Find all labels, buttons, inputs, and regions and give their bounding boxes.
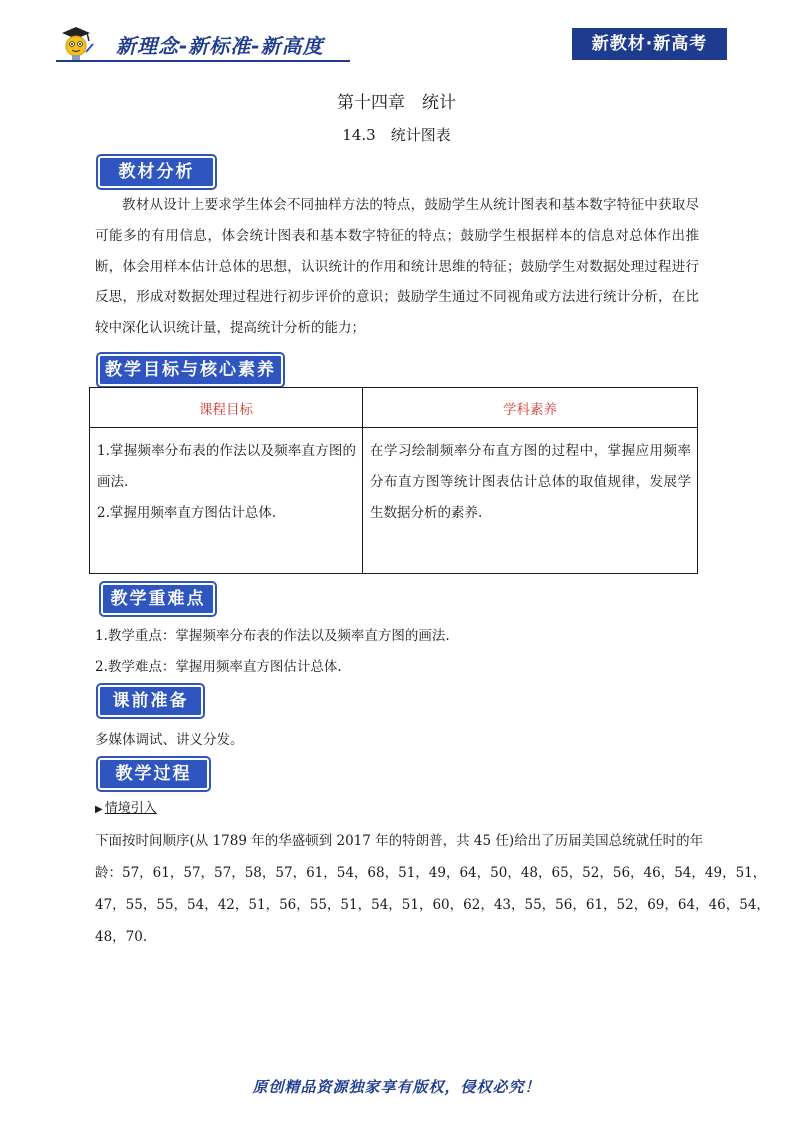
process-line-4: 48，70.	[95, 929, 148, 945]
goals-table	[89, 387, 698, 574]
process-line-3: 47，55，55，54，42，51，56，55，51，54，51，60，62，43，55，56，61，52，69，64，46，54，	[95, 897, 770, 913]
section-title: 14.3 统计图表	[342, 126, 451, 144]
chapter-title: 第十四章 统计	[337, 93, 456, 113]
preparation-text: 多媒体调试、讲义分发。	[95, 732, 244, 748]
section-label-process: 教学过程	[98, 758, 209, 790]
graduate-lightbulb-icon	[56, 24, 96, 64]
intro-label: 情境引入	[104, 801, 157, 816]
footer-copyright: 原创精品资源独家享有版权，侵权必究！	[252, 1078, 541, 1096]
course-goal-2: 2.掌握用频率直方图估计总体.	[97, 505, 277, 521]
section-label-analysis: 教材分析	[98, 156, 215, 188]
section-label-key-points: 教学重难点	[101, 583, 215, 615]
intro-marker	[95, 797, 157, 816]
header-underline	[56, 60, 350, 62]
course-goals-cell	[90, 428, 363, 574]
header-slogan: 新理念-新标准-新高度	[116, 34, 324, 58]
process-line-2: 龄：57，61，57，57，58，57，61，54，68，51，49，64，50，48，65，52，56，46，54，49，51，	[95, 865, 767, 881]
key-point-1: 1.教学重点：掌握频率分布表的作法以及频率直方图的画法.	[95, 628, 450, 644]
literacy-text: 在学习绘制频率分布直方图的过程中，掌握应用频率分布直方图等统计图表估计总体的取值规律，发展学生数据分析的素养.	[370, 443, 691, 521]
course-goal-1: 1.掌握频率分布表的作法以及频率直方图的画法.	[97, 443, 356, 490]
table-header-literacy: 学科素养	[363, 388, 698, 428]
table-header-course-goals: 课程目标	[90, 388, 363, 428]
section-label-preparation: 课前准备	[98, 685, 203, 717]
key-point-2: 2.教学难点：掌握用频率直方图估计总体.	[95, 659, 342, 675]
analysis-paragraph: 教材从设计上要求学生体会不同抽样方法的特点，鼓励学生从统计图表和基本数字特征中获取尽可能多的有用信息，体会统计图表和基本数字特征的特点；鼓励学生根据样本的信息对总体作出推断，体会用样本估计总体的思想，认识统计的作用和统计思维的特征；鼓励学生对数据处理过程进行反思，形成对数据处理过程进行初步评价的意识；鼓励学生通过不同视角或方法进行统计分析，在比较中深化认识统计量，提高统计分析的能力；	[95, 197, 699, 337]
header-badge: 新教材·新高考	[572, 28, 727, 60]
triangle-right-icon: ▶	[95, 804, 103, 815]
section-label-goals: 教学目标与核心素养	[98, 354, 283, 386]
process-line-1: 下面按时间顺序(从 1789 年的华盛顿到 2017 年的特朗普，共 45 任)给出了历届美国总统就任时的年	[95, 833, 704, 849]
literacy-cell	[363, 428, 698, 574]
